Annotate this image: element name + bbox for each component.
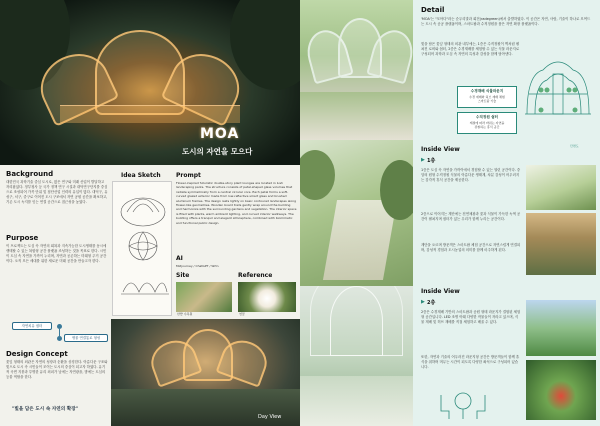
idea-sketch-heading: Idea Sketch [121,172,161,179]
floor-2-paragraph-2: 또한, 자연과 기술의 어우러진 라운지형 공간은 방문객들이 함께 휴식을 취하며 머무는 시간이 되도록 다양한 좌석으로 구성되어 있습니다. [421,355,520,369]
floor-1-photo-top [526,165,596,210]
pill-connector-node-2 [57,336,62,341]
idea-sketch-panel [112,181,172,316]
site-aerial-photo [176,282,232,312]
design-quote: "빛을 담은 도시 속 자연의 확장" [12,407,79,412]
hero-subtitle: 도시의 자연을 모으다 [182,147,253,156]
background-heading: Background [6,170,54,178]
detail-body-2: 빛을 담은 꽃잎 형태의 외관 내부에는, 1층은 수직정원이 벽처럼 펼쳐진 로비와 쉼터, 2층은 수경재배를 체험할 수 있는 식물 라운지로 구성되어 과학과 도심 속 자연의 특성과 감성을 함께 담아낸다. [421,42,520,56]
background-body: 대한민국 과학기술 중심 도시로, 많은 연구와 미래 산업이 발달하고 자리잡았다. 정부청사 등 국가 정책 연구 시설과 대덕연구단지를 중심으로 조성되어 가족 단위 및 첨단산업 인력의 유입이 많다. 대덕구, 유성구, 서구, 중구로 이어진 도시 구조에서 자연 공원 공간을 확보하고, 기존 도시 녹지를 잇는 연결 공간으로 접근성을 높였다. [6,180,108,204]
vertical-garden-line1: 계절에 따라 바뀌는 자연을 [469,121,505,125]
design-concept-body: 꽃잎 형태의 외관은 자연의 성장과 순환을 상징한다. 아름다운 구조와 빛으로 도시 속 시민들이 모이는 도시의 중심이 되고자 하였다. 유기적 곡면 지붕과 투명한 유리 외피가 낮에는 자연광을, 밤에는 도심의 등불 역할을 한다. [6,360,108,379]
interior-path-render [300,140,413,286]
vertical-garden-title: 수직정원 쉼터 [475,115,499,119]
hydroponic-lounge-line1: 수경 재배와 허브 재배 체험 [469,95,505,99]
hydroponic-lounge-line2: 스마트팜 기술 [477,99,497,103]
section-diagram [523,44,593,144]
ai-value: Midjourney / ChatGPT / Wrtn [176,264,219,268]
pill-nature-healing: 자연치유 쉼터 [12,322,52,330]
floor-1-paragraph-3: 계단을 오르며 방문객은 스마트팜 체험 공간으로 자연스럽게 연결되며, 감성적 경험과 도시농업의 의미를 함께 마주하게 된다. [421,243,521,252]
vertical-garden-box [457,112,517,134]
design-concept-heading: Design Concept [6,350,68,358]
chevron-right-icon: ▶ [421,157,425,163]
hydroponic-lounge-box [457,86,517,108]
purpose-heading: Purpose [6,234,39,242]
reference-heading: Reference [238,272,273,279]
interior-greenhouse-render [300,286,413,426]
exterior-day-render [300,0,413,140]
reference-caption: 연꽃 [239,312,245,316]
day-view-label: Day View [258,414,282,420]
site-heading: Site [176,272,190,279]
detail-panel [413,0,600,426]
floor-1-paragraph-1: 1층은 도심 속 자연을 가까이에서 경험할 수 있는 열린 공간이다. 중앙의 원형 수직정원 식물의 아름다운 생태계, 차분 감성이 어우러지는 감각적 휴식 공간을 제공한다. [421,168,521,182]
floor-2-photo-bottom [526,360,596,420]
purpose-body: 이 프로젝트는 도심 속 자연의 회복과 지속가능한 도시생태를 동시에 생태할 수 있는 복합형 공간 플랫폼 조성하는 것을 목표로 한다. 시민이 도심 속 자연을 가까이 누리며, 자연과 공존하는 미래형 주거 공간이다. 오직 모든 세대를 위한 새로운 미래 공간을 만들고자 한다. [6,244,107,263]
floor-1-paragraph-2: 2층으로 이어지는 계단에는 천연채광과 꽃과 식물이 가득한 녹색 공간이 펼쳐지며 쉼터가 있는 우리가 함께 누리는 공간이다. [421,212,521,221]
floor-2-label: 2층 [427,300,436,306]
inside-view-2-heading: Inside View [421,288,460,295]
hydroponic-lounge-title: 수경재배 식물라운지 [470,89,504,93]
detail-heading: Detail [421,6,445,14]
sketch-drawing [113,182,173,317]
floor-1-photo-bottom [526,213,596,275]
site-caption: 한밭 수목원 [177,312,193,316]
hero-title: MOA [200,126,240,142]
pill-bio-corridor: 생물 연결통로 형성 [64,334,108,342]
detail-body-1: 'MOA'는 "모아다"라는 순우리말과 회전(radegreen)에서 출발하였다. 이 공간은 자연, 사람, 기술이 하나로 모여드는 도시 속 공공 플랫폼이며, 스마트팜과 수직정원을 품은 자연 확장 플랫폼이다. [421,17,591,26]
lounge-seating-diagram [433,385,493,421]
section-diagram-caption: 단면도 [570,144,579,148]
inside-view-1-heading: Inside View [421,146,460,153]
reference-lotus-photo [238,282,296,312]
vertical-garden-line2: 관찰하는 휴식 공간 [474,125,500,129]
hero-night-render [0,0,300,165]
floor-2-paragraph-1: 2층은 수경재배 기반의 스마트팜과 공원 형태 라운지가 결합된 체험형 공간입니다. LED 조명 아래 다양한 작물들이 자라고 있으며, 식물 재배 및 허브 재배를 직접 체험하고 배울 수 있다. [421,310,521,324]
ai-heading: AI [176,255,183,262]
day-view-render [111,319,300,426]
floor-1-label: 1층 [427,158,436,164]
floor-2-photo-top [526,300,596,356]
chevron-right-icon-2: ▶ [421,299,425,305]
prompt-heading: Prompt [176,172,201,179]
prompt-body: Flower-inspired futuristic double-story plant lounges are located in lush landscaping parks. The structure consists of petal-shaped glass volumes that radiate symmetrically from a central circular core. Each petal forms a soft-curved glazed exterior made from low-reflective smart glass and brushed aluminum frames. The design rests lightly on basic contoured landscapes along flower-like geometries. Wooden board trails gently wrap around the building and harmonize with the surrounding gardens and vegetation. The interior space is filled with plants, warm ambient lighting, and curved interior walkways. The building offers a tranquil and elegant atmosphere, combined with biomimetic and functional public design. [176,181,297,225]
